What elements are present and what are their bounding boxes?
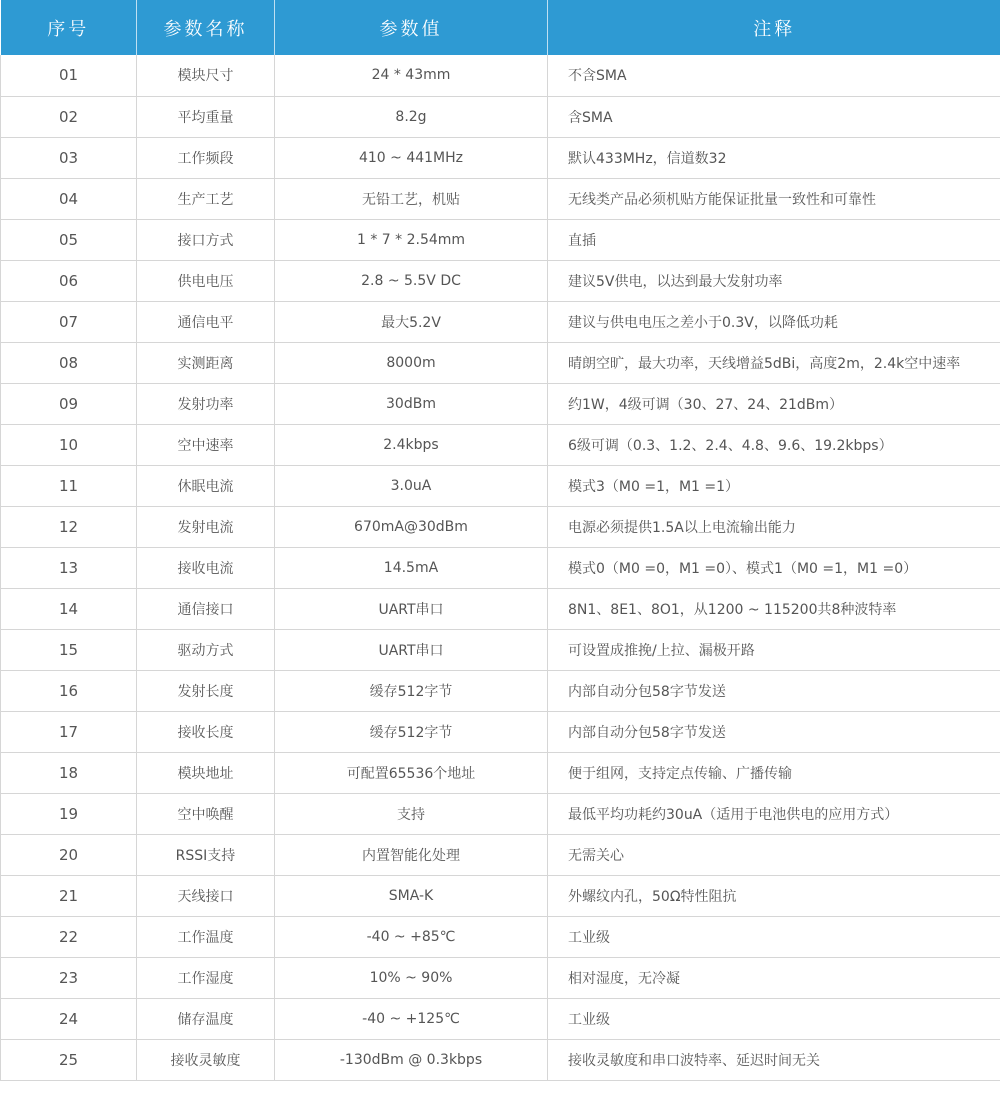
table-row (1, 342, 1000, 383)
param-value: UART串口 (275, 629, 548, 670)
param-value: 8000m (275, 342, 548, 383)
row-index: 25 (1, 1039, 137, 1080)
header-param-value: 参数值 (275, 0, 548, 55)
param-note: 建议与供电电压之差小于0.3V，以降低功耗 (548, 301, 1000, 342)
param-note: 无需关心 (548, 834, 1000, 875)
param-name: 发射电流 (137, 506, 275, 547)
row-index: 12 (1, 506, 137, 547)
param-note: 默认433MHz，信道数32 (548, 137, 1000, 178)
param-note: 工业级 (548, 916, 1000, 957)
row-index: 06 (1, 260, 137, 301)
param-name: 供电电压 (137, 260, 275, 301)
param-note: 约1W，4级可调（30、27、24、21dBm） (548, 383, 1000, 424)
param-value: 可配置65536个地址 (275, 752, 548, 793)
param-note: 模式0（M0 =0，M1 =0）、模式1（M0 =1，M1 =0） (548, 547, 1000, 588)
param-name: 工作湿度 (137, 957, 275, 998)
table-row (1, 834, 1000, 875)
param-name: 空中唤醒 (137, 793, 275, 834)
param-note: 不含SMA (548, 55, 1000, 96)
param-value: 3.0uA (275, 465, 548, 506)
row-index: 15 (1, 629, 137, 670)
param-value: 支持 (275, 793, 548, 834)
param-note: 接收灵敏度和串口波特率、延迟时间无关 (548, 1039, 1000, 1080)
row-index: 09 (1, 383, 137, 424)
header-note: 注释 (548, 0, 1000, 55)
param-note: 工业级 (548, 998, 1000, 1039)
param-name: 接收电流 (137, 547, 275, 588)
param-name: 接口方式 (137, 219, 275, 260)
param-name: 模块尺寸 (137, 55, 275, 96)
param-note: 相对湿度，无冷凝 (548, 957, 1000, 998)
param-value: -40 ~ +125℃ (275, 998, 548, 1039)
param-value: 670mA@30dBm (275, 506, 548, 547)
param-name: 空中速率 (137, 424, 275, 465)
param-value: 2.8 ~ 5.5V DC (275, 260, 548, 301)
row-index: 14 (1, 588, 137, 629)
row-index: 24 (1, 998, 137, 1039)
param-name: 储存温度 (137, 998, 275, 1039)
row-index: 01 (1, 55, 137, 96)
param-note: 电源必须提供1.5A以上电流输出能力 (548, 506, 1000, 547)
param-name: 工作频段 (137, 137, 275, 178)
param-value: SMA-K (275, 875, 548, 916)
param-name: 通信接口 (137, 588, 275, 629)
param-name: 发射功率 (137, 383, 275, 424)
param-note: 便于组网，支持定点传输、广播传输 (548, 752, 1000, 793)
param-note: 建议5V供电，以达到最大发射功率 (548, 260, 1000, 301)
table-row (1, 506, 1000, 547)
param-name: 接收灵敏度 (137, 1039, 275, 1080)
param-name: 天线接口 (137, 875, 275, 916)
row-index: 04 (1, 178, 137, 219)
row-index: 22 (1, 916, 137, 957)
table-row (1, 178, 1000, 219)
header-param-name: 参数名称 (137, 0, 275, 55)
param-value: 14.5mA (275, 547, 548, 588)
table-row (1, 998, 1000, 1039)
table-row (1, 547, 1000, 588)
table-row (1, 916, 1000, 957)
row-index: 19 (1, 793, 137, 834)
param-note: 内部自动分包58字节发送 (548, 670, 1000, 711)
param-note: 内部自动分包58字节发送 (548, 711, 1000, 752)
table-row (1, 137, 1000, 178)
table-row (1, 875, 1000, 916)
param-note: 无线类产品必须机贴方能保证批量一致性和可靠性 (548, 178, 1000, 219)
table-row (1, 55, 1000, 96)
param-note: 模式3（M0 =1，M1 =1） (548, 465, 1000, 506)
table-row (1, 588, 1000, 629)
param-note: 8N1、8E1、8O1，从1200 ~ 115200共8种波特率 (548, 588, 1000, 629)
param-name: 工作温度 (137, 916, 275, 957)
row-index: 13 (1, 547, 137, 588)
row-index: 16 (1, 670, 137, 711)
param-value: 10% ~ 90% (275, 957, 548, 998)
header-index: 序号 (1, 0, 137, 55)
param-value: -130dBm @ 0.3kbps (275, 1039, 548, 1080)
param-value: UART串口 (275, 588, 548, 629)
param-value: 1 * 7 * 2.54mm (275, 219, 548, 260)
param-name: 发射长度 (137, 670, 275, 711)
table-row (1, 793, 1000, 834)
table-row (1, 424, 1000, 465)
table-header (1, 0, 1000, 55)
table-row (1, 1039, 1000, 1080)
param-value: -40 ~ +85℃ (275, 916, 548, 957)
row-index: 08 (1, 342, 137, 383)
row-index: 20 (1, 834, 137, 875)
row-index: 05 (1, 219, 137, 260)
param-note: 6级可调（0.3、1.2、2.4、4.8、9.6、19.2kbps） (548, 424, 1000, 465)
param-note: 直插 (548, 219, 1000, 260)
param-name: 平均重量 (137, 96, 275, 137)
row-index: 23 (1, 957, 137, 998)
table-row (1, 752, 1000, 793)
table-body (1, 55, 1000, 1080)
row-index: 10 (1, 424, 137, 465)
row-index: 18 (1, 752, 137, 793)
param-note: 含SMA (548, 96, 1000, 137)
row-index: 02 (1, 96, 137, 137)
row-index: 17 (1, 711, 137, 752)
param-name: 模块地址 (137, 752, 275, 793)
row-index: 03 (1, 137, 137, 178)
param-note: 晴朗空旷，最大功率，天线增益5dBi，高度2m，2.4k空中速率 (548, 342, 1000, 383)
param-name: 休眠电流 (137, 465, 275, 506)
param-value: 最大5.2V (275, 301, 548, 342)
header-row (1, 0, 1000, 55)
param-note: 可设置成推挽/上拉、漏极开路 (548, 629, 1000, 670)
table-row (1, 629, 1000, 670)
table-row (1, 711, 1000, 752)
table-row (1, 301, 1000, 342)
table-row (1, 957, 1000, 998)
param-note: 最低平均功耗约30uA（适用于电池供电的应用方式） (548, 793, 1000, 834)
param-value: 410 ~ 441MHz (275, 137, 548, 178)
param-value: 2.4kbps (275, 424, 548, 465)
param-name: 接收长度 (137, 711, 275, 752)
param-value: 8.2g (275, 96, 548, 137)
table-row (1, 96, 1000, 137)
table-row (1, 465, 1000, 506)
param-value: 24 * 43mm (275, 55, 548, 96)
param-value: 缓存512字节 (275, 711, 548, 752)
param-value: 缓存512字节 (275, 670, 548, 711)
param-value: 无铅工艺，机贴 (275, 178, 548, 219)
param-name: 通信电平 (137, 301, 275, 342)
table-row (1, 670, 1000, 711)
row-index: 07 (1, 301, 137, 342)
param-name: RSSI支持 (137, 834, 275, 875)
row-index: 21 (1, 875, 137, 916)
param-note: 外螺纹内孔，50Ω特性阻抗 (548, 875, 1000, 916)
param-value: 内置智能化处理 (275, 834, 548, 875)
param-name: 驱动方式 (137, 629, 275, 670)
param-name: 生产工艺 (137, 178, 275, 219)
row-index: 11 (1, 465, 137, 506)
param-value: 30dBm (275, 383, 548, 424)
table-row (1, 260, 1000, 301)
table-row (1, 383, 1000, 424)
param-name: 实测距离 (137, 342, 275, 383)
table-row (1, 219, 1000, 260)
